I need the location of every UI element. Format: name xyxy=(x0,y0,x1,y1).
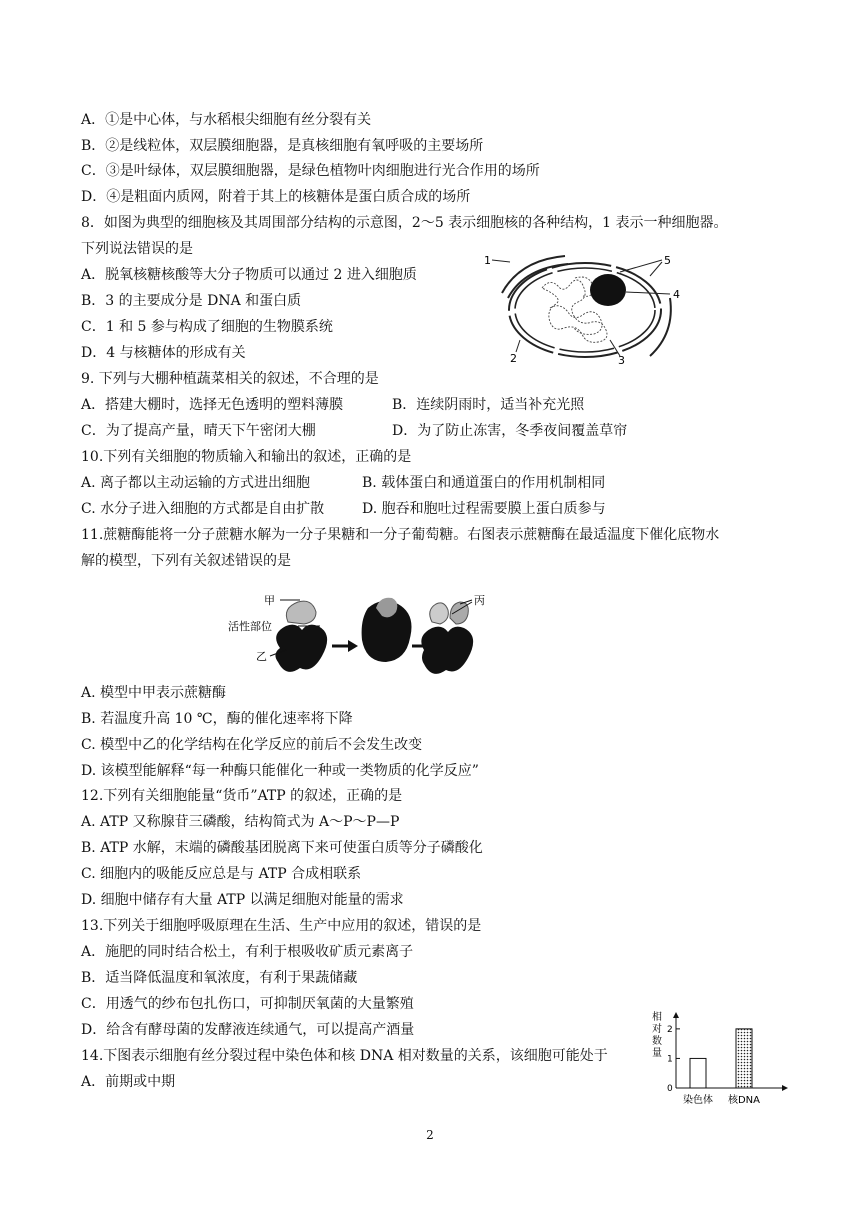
q7-option-d: D．④是粗面内质网，附着于其上的核糖体是蛋白质合成的场所 xyxy=(81,189,471,205)
q9-option-a: A．搭建大棚时，选择无色透明的塑料薄膜 xyxy=(81,397,344,413)
q8-stem-line1: 8．如图为典型的细胞核及其周围部分结构的示意图，2～5 表示细胞核的各种结构，1 表示一种细胞器。 xyxy=(81,215,728,231)
nucleus-label-4: 4 xyxy=(673,288,680,301)
q11-stem-line2: 解的模型，下列有关叙述错误的是 xyxy=(81,553,291,569)
q9-option-c: C．为了提高产量，晴天下午密闭大棚 xyxy=(81,423,316,439)
enzyme-label-yi: 乙 xyxy=(256,650,267,663)
q9-stem: 9. 下列与大棚种植蔬菜相关的叙述，不合理的是 xyxy=(81,371,379,387)
page-number: 2 xyxy=(426,1128,434,1142)
q9-option-d: D．为了防止冻害，冬季夜间覆盖草帘 xyxy=(392,423,628,439)
q8-option-d: D．4 与核糖体的形成有关 xyxy=(81,345,246,361)
q10-option-a: A. 离子都以主动运输的方式进出细胞 xyxy=(81,475,311,491)
q11-option-c: C. 模型中乙的化学结构在化学反应的前后不会发生改变 xyxy=(81,737,423,753)
relative-quantity-bar-chart xyxy=(650,1010,790,1110)
y-tick-label: 2 xyxy=(667,1024,673,1035)
bar-1 xyxy=(736,1029,752,1088)
q7-option-a: A．①是中心体，与水稻根尖细胞有丝分裂有关 xyxy=(81,112,372,128)
enzyme-label-active-site: 活性部位 xyxy=(228,620,272,633)
enzyme-label-jia: 甲 xyxy=(264,594,275,607)
q12-stem: 12.下列有关细胞能量“货币”ATP 的叙述，正确的是 xyxy=(81,788,403,804)
y-axis-label-char: 相 xyxy=(652,1012,662,1023)
q8-option-a: A．脱氧核糖核酸等大分子物质可以通过 2 进入细胞质 xyxy=(81,267,417,283)
q12-option-a: A. ATP 又称腺苷三磷酸，结构简式为 A～P～P—P xyxy=(81,814,400,830)
q13-option-b: B．适当降低温度和氧浓度，有利于果蔬储藏 xyxy=(81,970,358,986)
q10-option-d: D. 胞吞和胞吐过程需要膜上蛋白质参与 xyxy=(362,501,606,517)
q10-option-b: B. 载体蛋白和通道蛋白的作用机制相同 xyxy=(362,475,606,491)
q7-option-c: C．③是叶绿体，双层膜细胞器，是绿色植物叶肉细胞进行光合作用的场所 xyxy=(81,163,540,179)
y-tick-label: 1 xyxy=(667,1054,673,1065)
q10-stem: 10.下列有关细胞的物质输入和输出的叙述，正确的是 xyxy=(81,449,412,465)
q8-option-c: C．1 和 5 参与构成了细胞的生物膜系统 xyxy=(81,319,333,335)
q14-option-a: A．前期或中期 xyxy=(81,1074,176,1090)
q8-option-b: B．3 的主要成分是 DNA 和蛋白质 xyxy=(81,293,302,309)
q14-stem: 14.下图表示细胞有丝分裂过程中染色体和核 DNA 相对数量的关系，该细胞可能处于 xyxy=(81,1048,608,1064)
q13-option-c: C．用透气的纱布包扎伤口，可抑制厌氧菌的大量繁殖 xyxy=(81,996,414,1012)
q8-stem-line2: 下列说法错误的是 xyxy=(81,241,193,257)
q12-option-b: B. ATP 水解，末端的磷酸基团脱离下来可使蛋白质等分子磷酸化 xyxy=(81,840,483,856)
q12-option-c: C. 细胞内的吸能反应总是与 ATP 合成相联系 xyxy=(81,866,362,882)
q11-option-d: D. 该模型能解释“每一种酶只能催化一种或一类物质的化学反应” xyxy=(81,763,479,779)
q11-option-a: A. 模型中甲表示蔗糖酶 xyxy=(81,685,227,701)
q10-option-c: C. 水分子进入细胞的方式都是自由扩散 xyxy=(81,501,325,517)
y-axis-label-char: 数 xyxy=(652,1036,662,1047)
q11-stem-line1: 11.蔗糖酶能将一分子蔗糖水解为一分子果糖和一分子葡萄糖。右图表示蔗糖酶在最适温度下催化底物水 xyxy=(81,527,720,543)
q13-stem: 13.下列关于细胞呼吸原理在生活、生产中应用的叙述，错误的是 xyxy=(81,918,482,934)
nucleus-label-1: 1 xyxy=(484,254,491,267)
q12-option-d: D. 细胞中储存有大量 ATP 以满足细胞对能量的需求 xyxy=(81,892,404,908)
nucleus-label-2: 2 xyxy=(510,352,517,365)
enzyme-model-diagram xyxy=(228,578,498,690)
y-axis-label-char: 量 xyxy=(652,1048,662,1059)
enzyme-label-bing: 丙 xyxy=(474,594,485,607)
q13-option-d: D．给含有酵母菌的发酵液连续通气，可以提高产酒量 xyxy=(81,1022,415,1038)
y-axis-label xyxy=(652,1010,662,1059)
q7-option-b: B．②是线粒体，双层膜细胞器，是真核细胞有氧呼吸的主要场所 xyxy=(81,138,484,154)
y-axis-label-char: 对 xyxy=(652,1024,662,1035)
y-tick-label: 0 xyxy=(667,1084,673,1094)
x-category-label: 核DNA xyxy=(727,1095,761,1106)
q13-option-a: A．施肥的同时结合松土，有利于根吸收矿质元素离子 xyxy=(81,944,414,960)
nucleus-diagram xyxy=(480,248,690,368)
nucleus-label-5: 5 xyxy=(664,254,671,267)
q11-option-b: B. 若温度升高 10 ℃，酶的催化速率将下降 xyxy=(81,711,353,727)
bar-0 xyxy=(690,1058,706,1088)
nucleus-label-3: 3 xyxy=(618,354,625,367)
x-category-label: 染色体 xyxy=(683,1095,713,1106)
q9-option-b: B．连续阴雨时，适当补充光照 xyxy=(392,397,585,413)
